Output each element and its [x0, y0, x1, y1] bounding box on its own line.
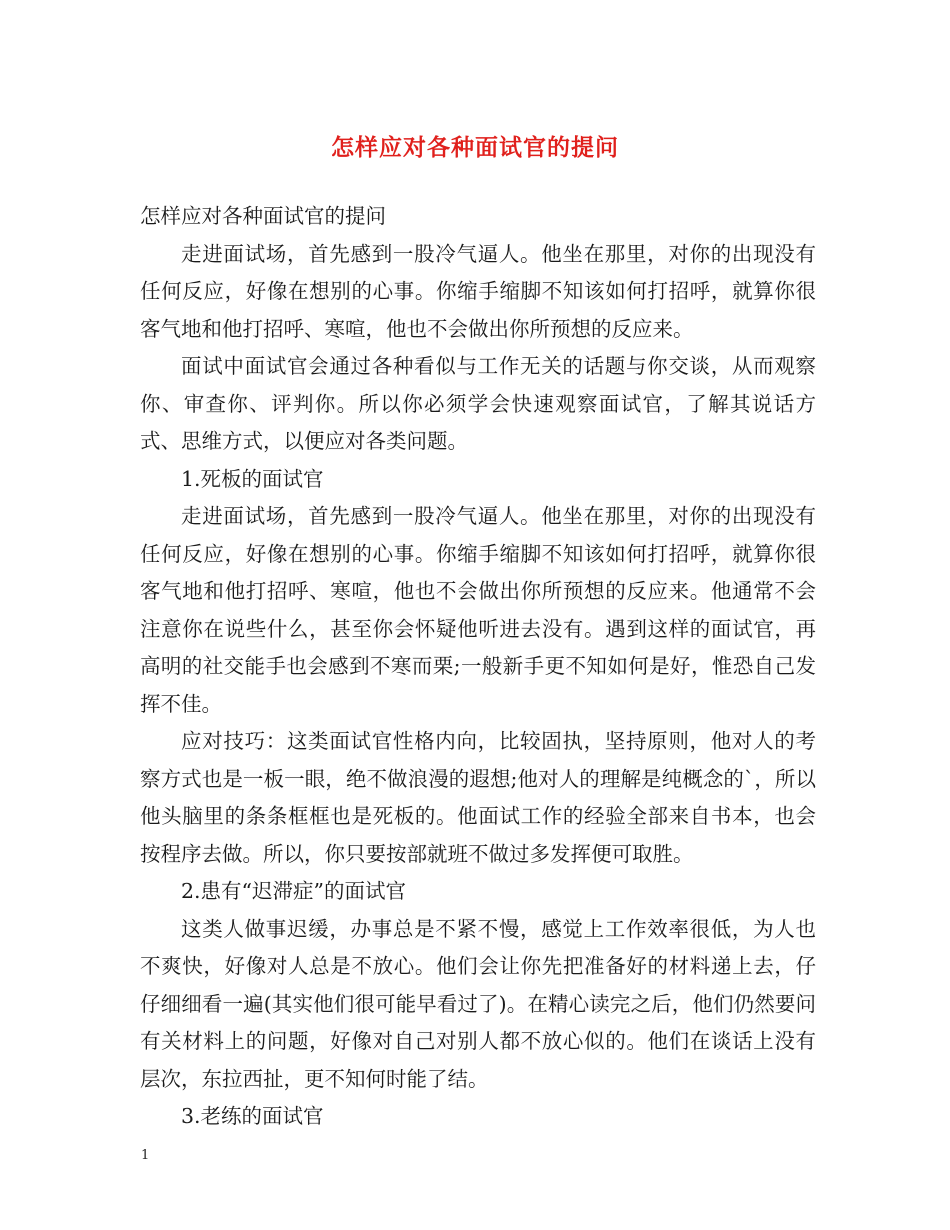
page-number: 1	[141, 1148, 150, 1163]
paragraph: 面试中面试官会通过各种看似与工作无关的话题与你交谈，从而观察你、审查你、评判你。所以你必须学会快速观察面试官，了解其说话方式、思维方式，以便应对各类问题。	[140, 354, 816, 453]
paragraph: 这类人做事迟缓，办事总是不紧不慢，感觉上工作效率很低，为人也不爽快，好像对人总是不放心。他们会让你先把准备好的材料递上去，仔仔细细看一遍(其实他们很可能早看过了)。在精心读完之后，他们仍然要问有关材料上的问题，好像对自己对别人都不放心似的。他们在谈话上没有层次，东拉西扯，更不知何时能了结。	[140, 916, 816, 1091]
section-heading: 1.死板的面试官	[181, 466, 324, 491]
paragraph: 走进面试场，首先感到一股冷气逼人。他坐在那里，对你的出现没有任何反应，好像在想别的心事。你缩手缩脚不知该如何打招呼，就算你很客气地和他打招呼、寒喧，他也不会做出你所预想的反应来。他通常不会注意你在说些什么，甚至你会怀疑他听进去没有。遇到这样的面试官，再高明的社交能手也会感到不寒而栗;一般新手更不知如何是好，惟恐自己发挥不佳。	[140, 504, 816, 716]
section-heading: 3.老练的面试官	[181, 1104, 324, 1128]
section-heading: 2.患有“迟滞症”的面试官	[181, 879, 407, 903]
document-subtitle: 怎样应对各种面试官的提问	[140, 204, 386, 228]
document-body	[140, 198, 816, 1136]
paragraph: 应对技巧：这类面试官性格内向，比较固执，坚持原则，他对人的考察方式也是一板一眼，绝不做浪漫的遐想;他对人的理解是纯概念的`，所以他头脑里的条条框框也是死板的。他面试工作的经验全部来自书本，也会按程序去做。所以，你只要按部就班不做过多发挥便可取胜。	[140, 729, 816, 866]
document-title: 怎样应对各种面试官的提问	[331, 134, 619, 161]
paragraph: 走进面试场，首先感到一股冷气逼人。他坐在那里，对你的出现没有任何反应，好像在想别的心事。你缩手缩脚不知该如何打招呼，就算你很客气地和他打招呼、寒喧，他也不会做出你所预想的反应来。	[140, 241, 816, 341]
